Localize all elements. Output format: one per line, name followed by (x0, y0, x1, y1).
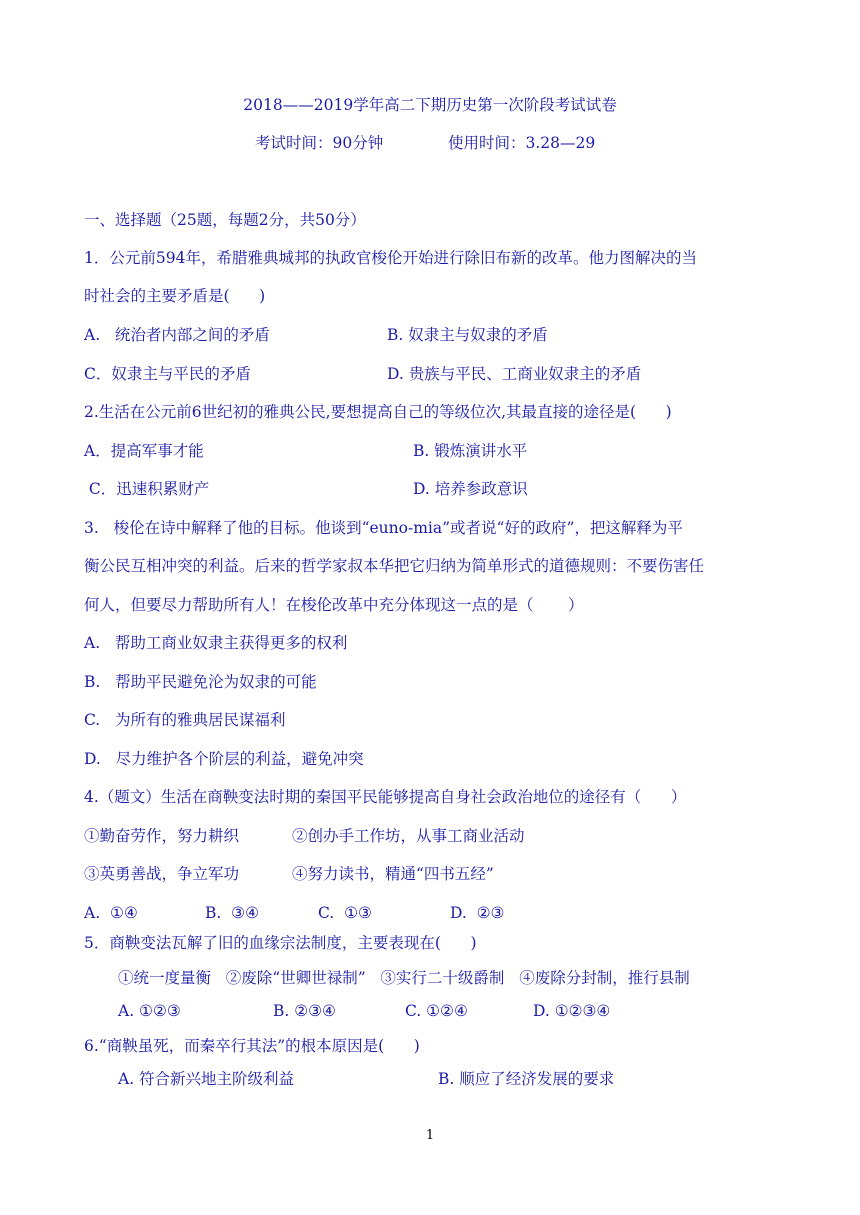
q1-option-d: D. 贵族与平民、工商业奴隶主的矛盾 (387, 365, 642, 383)
q2-option-c: C．迅速积累财产 (84, 480, 210, 498)
q1-stem-line1: 1．公元前594年，希腊雅典城邦的执政官梭伦开始进行除旧布新的改革。他力图解决的当 (84, 249, 697, 267)
q3-option-d: D. 尽力维护各个阶层的利益，避免冲突 (84, 750, 364, 768)
q1-option-c: C．奴隶主与平民的矛盾 (84, 365, 251, 383)
q3-stem-line3: 何人，但要尽力帮助所有人！在梭伦改革中充分体现这一点的是（ ） (84, 596, 584, 614)
q6-option-a: A. 符合新兴地主阶级利益 (118, 1070, 295, 1088)
q3-stem-line2: 衡公民互相冲突的利益。后来的哲学家叔本华把它归纳为简单形式的道德规则：不要伤害任 (84, 557, 705, 575)
q1-option-a: A. 统治者内部之间的矛盾 (84, 326, 270, 344)
q2-stem: 2.生活在公元前6世纪初的雅典公民,要想提高自己的等级位次,其最直接的途径是( ) (84, 403, 672, 421)
q2-option-b: B. 锻炼演讲水平 (413, 442, 528, 460)
q4-item-2: ②创办手工作坊，从事工商业活动 (292, 827, 525, 845)
q5-option-a: A. ①②③ (118, 1002, 181, 1020)
q3-option-b: B. 帮助平民避免沦为奴隶的可能 (84, 673, 317, 691)
q4-item-3: ③英勇善战，争立军功 (84, 865, 240, 883)
page-number: 1 (425, 1128, 435, 1143)
q4-option-a: A. ①④ (84, 904, 138, 922)
q3-stem-line1: 3. 梭伦在诗中解释了他的目标。他谈到“euno-mia”或者说“好的政府”，把这解释为平 (84, 519, 683, 537)
q6-stem: 6.“商鞅虽死，而秦卒行其法”的根本原因是( ) (84, 1037, 420, 1055)
q4-item-1: ①勤奋劳作，努力耕织 (84, 827, 240, 845)
q6-option-b: B. 顺应了经济发展的要求 (438, 1070, 615, 1088)
q4-option-c: C. ①③ (318, 904, 372, 922)
q5-option-b: B. ②③④ (273, 1002, 336, 1020)
q1-option-b: B. 奴隶主与奴隶的矛盾 (387, 326, 548, 344)
q2-option-d: D. 培养参政意识 (413, 480, 528, 498)
q4-item-4: ④努力读书，精通“四书五经” (292, 865, 494, 883)
q5-stem: 5．商鞅变法瓦解了旧的血缘宗法制度，主要表现在( ) (84, 934, 477, 952)
q4-option-b: B. ③④ (205, 904, 259, 922)
section-heading: 一、选择题（25题，每题2分，共50分） (84, 211, 366, 229)
q5-items: ①统一度量衡 ②废除“世卿世禄制” ③实行二十级爵制 ④废除分封制，推行县制 (118, 969, 690, 987)
q4-stem: 4.（题文）生活在商鞅变法时期的秦国平民能够提高自身社会政治地位的途径有（ ） (84, 788, 687, 806)
q3-option-c: C. 为所有的雅典居民谋福利 (84, 711, 286, 729)
exam-time: 考试时间：90分钟 (255, 134, 384, 152)
q5-option-c: C. ①②④ (405, 1002, 468, 1020)
q4-option-d: D. ②③ (450, 904, 505, 922)
exam-title: 2018——2019学年高二下期历史第一次阶段考试试卷 (243, 96, 617, 114)
q2-option-a: A．提高军事才能 (84, 442, 204, 460)
q1-stem-line2: 时社会的主要矛盾是( ) (84, 287, 266, 305)
use-time: 使用时间：3.28—29 (448, 134, 596, 152)
q5-option-d: D. ①②③④ (533, 1002, 611, 1020)
q3-option-a: A. 帮助工商业奴隶主获得更多的权利 (84, 634, 348, 652)
